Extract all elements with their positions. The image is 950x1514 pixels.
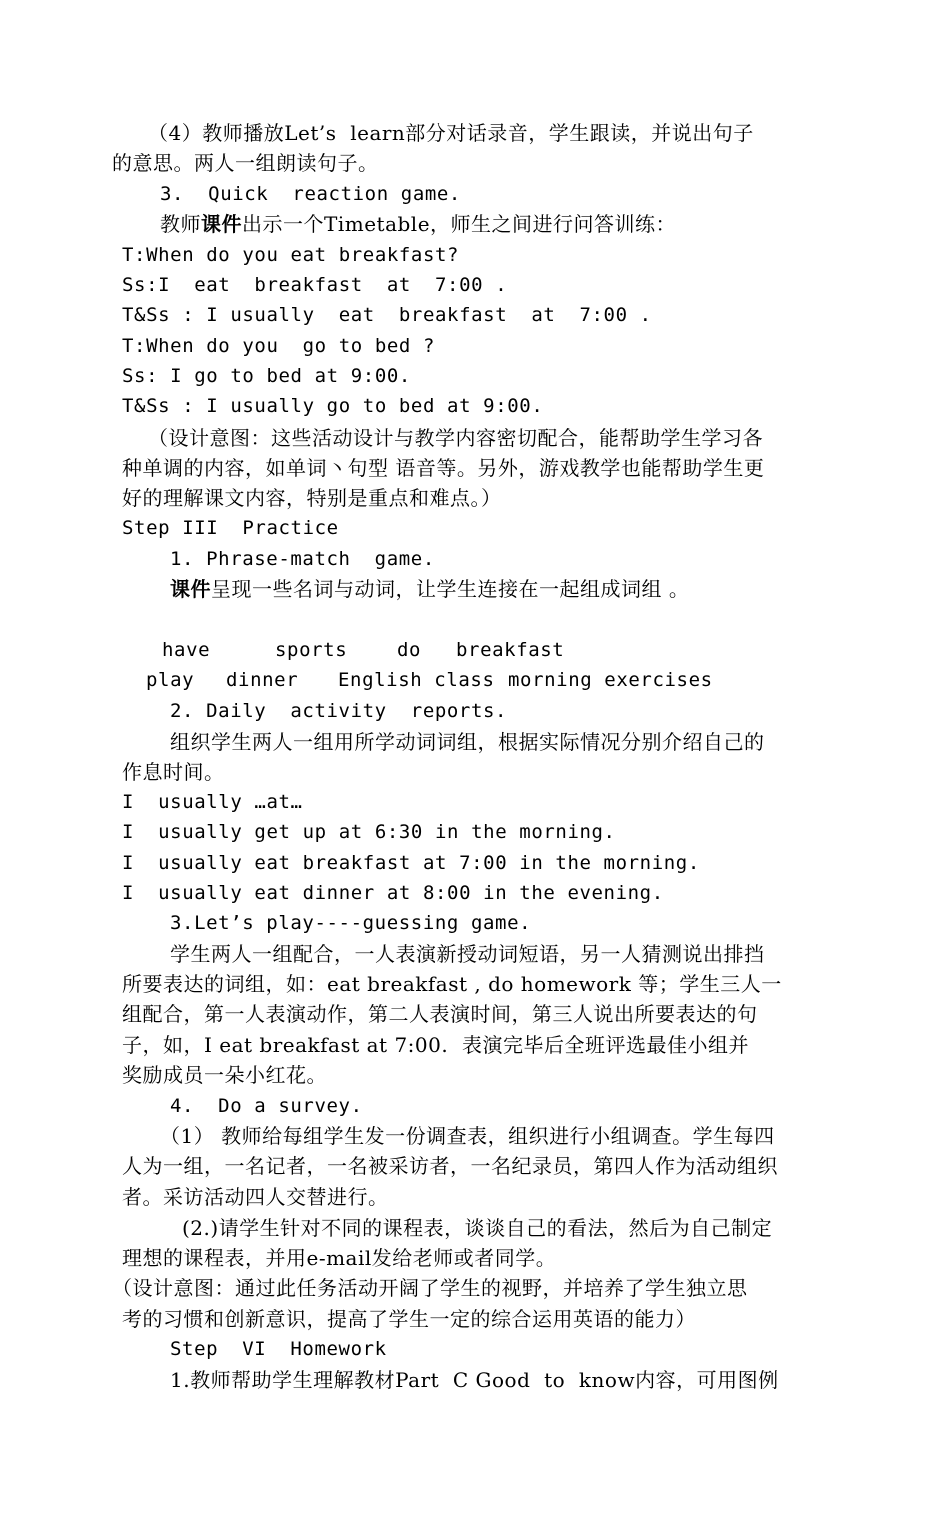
text-line: 作息时间。	[122, 760, 225, 784]
text-line: 3. Quick reaction game.	[160, 183, 461, 205]
word-have: have	[162, 639, 211, 661]
text-line: 好的理解课文内容，特别是重点和难点。）	[122, 486, 502, 510]
text-line: （设计意图：通过此任务活动开阔了学生的视野，并培养了学生独立思	[112, 1276, 748, 1300]
word-play: play	[146, 669, 195, 691]
text-line: （4）教师播放Let’s learn部分对话录音，学生跟读，并说出句子	[148, 121, 754, 145]
text-run: 教师	[160, 212, 201, 236]
word-morning-exercises: morning exercises	[508, 669, 713, 691]
text-line: 组配合，第一人表演动作，第二人表演时间，第三人说出所要表达的句	[122, 1002, 758, 1026]
text-line: 的意思。两人一组朗读句子。	[112, 151, 379, 175]
text-line: 4. Do a survey.	[170, 1095, 363, 1117]
text-line: 1.教师帮助学生理解教材Part C Good to know内容，可用图例	[170, 1368, 779, 1392]
text-line: T:When do you go to bed ?	[122, 335, 436, 357]
text-line: 3.Let’s play----guessing game.	[170, 912, 532, 934]
word-dinner: dinner	[226, 669, 299, 691]
word-breakfast: breakfast	[456, 639, 565, 661]
text-line: 组织学生两人一组用所学动词词组，根据实际情况分别介绍自己的	[170, 730, 765, 754]
text-line	[170, 574, 689, 604]
text-line: 种单调的内容，如单词丶句型 语音等。另外，游戏教学也能帮助学生更	[122, 456, 765, 480]
text-line: Step III Practice	[122, 517, 339, 539]
text-line: 2. Daily activity reports.	[170, 700, 508, 722]
text-line: 考的习惯和创新意识，提高了学生一定的综合运用英语的能力）	[122, 1307, 696, 1331]
text-line: （1） 教师给每组学生发一份调查表，组织进行小组调查。学生每四	[160, 1124, 775, 1148]
bold-text-run: 课件	[170, 577, 211, 601]
text-line: （设计意图：这些活动设计与教学内容密切配合，能帮助学生学习各	[148, 426, 763, 450]
word-english-class: English class	[338, 669, 495, 691]
text-line: T:When do you eat breakfast?	[122, 244, 460, 266]
text-line: 1. Phrase-match game.	[170, 548, 435, 570]
text-line: Ss:I eat breakfast at 7:00 .	[122, 274, 508, 296]
text-line: I usually eat dinner at 8:00 in the evening.	[122, 882, 664, 904]
text-line: 人为一组，一名记者，一名被采访者，一名纪录员，第四人作为活动组织	[122, 1154, 778, 1178]
word-sports: sports	[275, 639, 348, 661]
bold-text-run: 课件	[201, 212, 242, 236]
text-line: I usually get up at 6:30 in the morning.	[122, 821, 616, 843]
text-line: T&Ss : I usually go to bed at 9:00.	[122, 395, 544, 417]
text-line: 奖励成员一朵小红花。	[122, 1063, 327, 1087]
text-line: Ss: I go to bed at 9:00.	[122, 365, 411, 387]
text-line	[160, 209, 676, 239]
text-run: 呈现一些名词与动词，让学生连接在一起组成词组 。	[211, 577, 690, 601]
text-line: I usually eat breakfast at 7:00 in the morning.	[122, 852, 700, 874]
text-line: I usually …at…	[122, 791, 303, 813]
word-do: do	[397, 639, 422, 661]
text-line: (2.)请学生针对不同的课程表，谈谈自己的看法，然后为自己制定	[182, 1216, 773, 1240]
text-line: 理想的课程表，并用e-mail发给老师或者同学。	[122, 1246, 557, 1270]
text-line: 子，如，I eat breakfast at 7:00. 表演完毕后全班评选最佳小组并	[122, 1033, 749, 1057]
text-run: 出示一个Timetable，师生之间进行问答训练：	[242, 212, 677, 236]
text-line: 学生两人一组配合，一人表演新授动词短语，另一人猜测说出排挡	[170, 942, 765, 966]
text-line: 者。采访活动四人交替进行。	[122, 1185, 389, 1209]
text-line: Step VI Homework	[170, 1338, 387, 1360]
text-line: T&Ss : I usually eat breakfast at 7:00 .	[122, 304, 652, 326]
text-line: 所要表达的词组，如：eat breakfast , do homework 等；学生三人一	[122, 972, 782, 996]
